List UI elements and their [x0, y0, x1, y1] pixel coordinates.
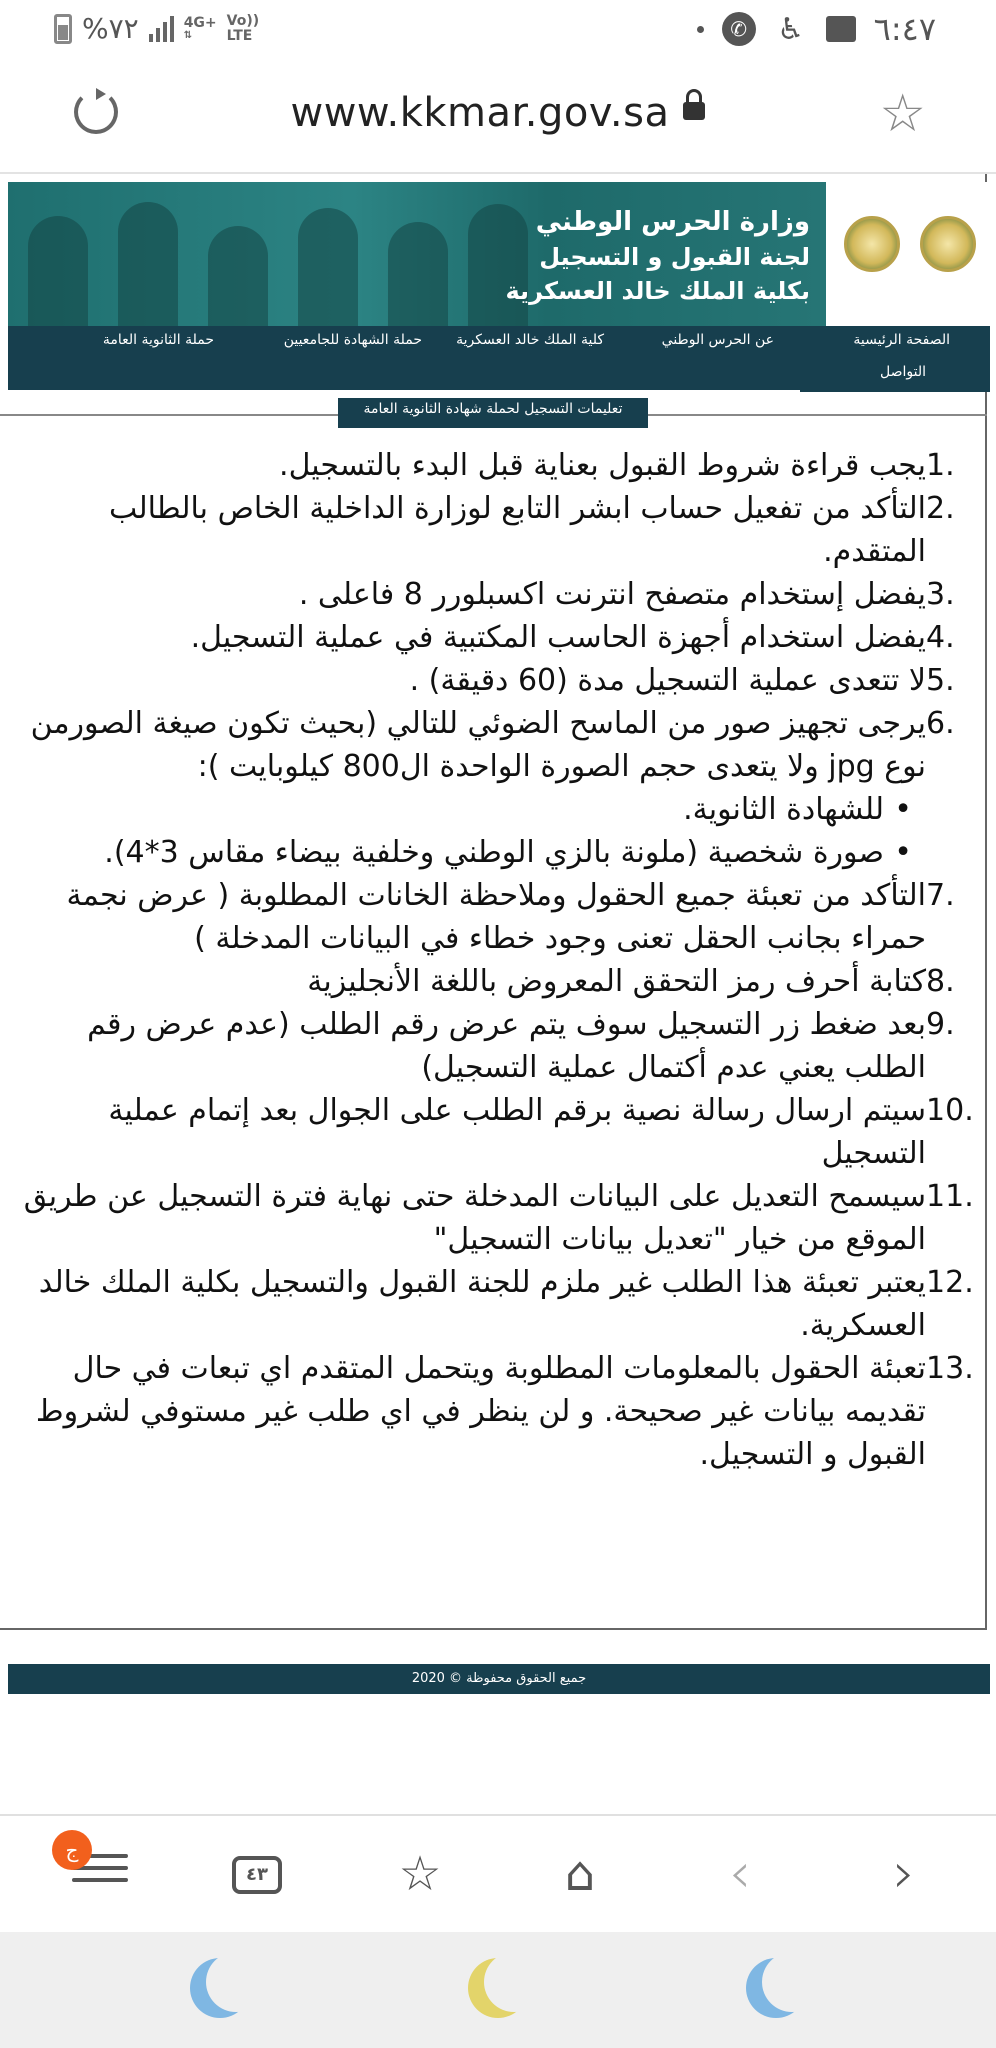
status-left [54, 12, 259, 45]
list-item: .11 سيسمح التعديل على البيانات المدخلة حتى نهاية فترة التسجيل عن طريق الموقع من خيار "تعديل بيانات التسجيل" [23, 1179, 974, 1257]
recent-apps-icon[interactable] [190, 1958, 250, 2018]
list-item: .10 سيتم ارسال رسالة نصية برقم الطلب على الجوال بعد إتمام عملية التسجيل [108, 1093, 974, 1171]
list-item: .1 يجب قراءة شروط القبول بعناية قبل البدء بالتسجيل. [279, 448, 955, 483]
network-type: 4G+ ⇅ [183, 15, 217, 41]
browser-toolbar [0, 1814, 996, 1932]
lock-icon [683, 102, 705, 120]
nav-contact[interactable]: التواصل [880, 364, 926, 380]
list-item: .9 بعد ضغط زر التسجيل سوف يتم عرض رقم الطلب (عدم عرض رقم الطلب يعني عدم أكتمال عملية التسجيل) [87, 1007, 955, 1085]
list-item: .5 لا تتعدى عملية التسجيل مدة (60 دقيقة) . [409, 663, 955, 698]
status-right [697, 10, 936, 48]
sub-list [10, 788, 980, 874]
address-bar [0, 58, 996, 174]
sub-list-item: • صورة شخصية (ملونة بالزي الوطني وخلفية بيضاء مقاس 3*4). [10, 831, 884, 874]
ministry-emblem-icon [844, 216, 900, 272]
list-item: .13 تعبئة الحقول بالمعلومات المطلوبة ويتحمل المتقدم اي تبعات في حال تقديمه بيانات غير صحيحة. و لن ينظر في اي طلب غير مستوفي لشروط القبول و التسجيل. [35, 1351, 974, 1472]
nav-high-school[interactable]: حملة الثانوية العامة [102, 332, 214, 348]
list-item: .8 كتابة أحرف رمز التحقق المعروض باللغة الأنجليزية [307, 964, 955, 999]
home-nav-icon[interactable] [468, 1958, 528, 2018]
home-icon[interactable]: ⌂ [564, 1846, 596, 1902]
section-tag: تعليمات التسجيل لحملة شهادة الثانوية العامة [338, 398, 648, 428]
nav-college[interactable]: كلية الملك خالد العسكرية [456, 332, 604, 348]
instructions-list [10, 444, 980, 1476]
status-bar [0, 0, 996, 58]
site-footer: جميع الحقوق محفوظة © 2020 [8, 1664, 990, 1694]
list-item: .2 التأكد من تفعيل حساب ابشر التابع لوزارة الداخلية الخاص بالطالب المتقدم. [109, 491, 955, 569]
battery-icon [54, 14, 72, 44]
battery-level: %٧٢ [82, 12, 139, 45]
sub-list-item: • للشهادة الثانوية. [10, 788, 884, 831]
main-nav-row2 [800, 356, 990, 392]
nav-about-ministry[interactable]: عن الحرس الوطني [661, 332, 774, 348]
list-item: .7 التأكد من تعبئة جميع الحقول وملاحظة الخانات المطلوبة ( عرض نجمة حمراء بجانب الحقل تعنى وجود خطاء في البيانات المدخلة ) [66, 878, 955, 956]
bookmark-star-icon[interactable]: ☆ [879, 84, 926, 144]
banner-title-committee: لجنة القبول و التسجيل [539, 243, 810, 271]
list-item: .12 يعتبر تعبئة هذا الطلب غير ملزم للجنة القبول والتسجيل بكلية الملك خالد العسكرية. [38, 1265, 974, 1343]
banner-titles [506, 204, 811, 308]
back-nav-icon[interactable] [746, 1958, 806, 2018]
notification-dot-icon [697, 26, 704, 33]
bookmarks-icon[interactable]: ☆ [398, 1846, 442, 1902]
phone-icon: ✆ [722, 12, 756, 46]
nav-university-graduates[interactable]: حملة الشهادة للجامعيين [283, 332, 422, 348]
url-text: www.kkmar.gov.sa [290, 90, 670, 136]
signal-icon [149, 16, 174, 42]
tabs-count: ٤٣ [246, 1864, 268, 1885]
system-nav-bar [0, 1932, 996, 2048]
list-item: .6 يرجى تجهيز صور من الماسح الضوئي للتالي (بحيث تكون صيغة الصورمن نوع jpg ولا يتعدى حجم الصورة الواحدة ال800 كيلوبايت ): [30, 706, 955, 784]
forward-icon[interactable]: › [892, 1841, 916, 1906]
site-banner [8, 182, 990, 326]
college-emblem-icon [920, 216, 976, 272]
back-icon[interactable]: ‹ [728, 1841, 752, 1906]
logo-area [826, 182, 990, 326]
notification-badge: ج [52, 1830, 92, 1870]
tabs-button[interactable] [232, 1856, 282, 1894]
accessibility-icon: ♿ [777, 11, 805, 47]
url-field[interactable] [0, 90, 996, 136]
banner-title-college: بكلية الملك خالد العسكرية [505, 277, 810, 305]
image-icon [826, 16, 856, 42]
nav-home[interactable]: الصفحة الرئيسية [853, 332, 950, 348]
banner-title-ministry: وزارة الحرس الوطني [535, 207, 810, 237]
list-item: .3 يفضل إستخدام متصفح انترنت اكسبلورر 8 فاعلى . [298, 577, 955, 612]
volte-indicator: Vo)) LTE [226, 12, 260, 44]
instructions [10, 444, 980, 1476]
banner-photo [8, 182, 528, 326]
clock: ٦:٤٧ [873, 10, 936, 48]
list-item: .4 يفضل استخدام أجهزة الحاسب المكتبية في عملية التسجيل. [190, 620, 955, 655]
